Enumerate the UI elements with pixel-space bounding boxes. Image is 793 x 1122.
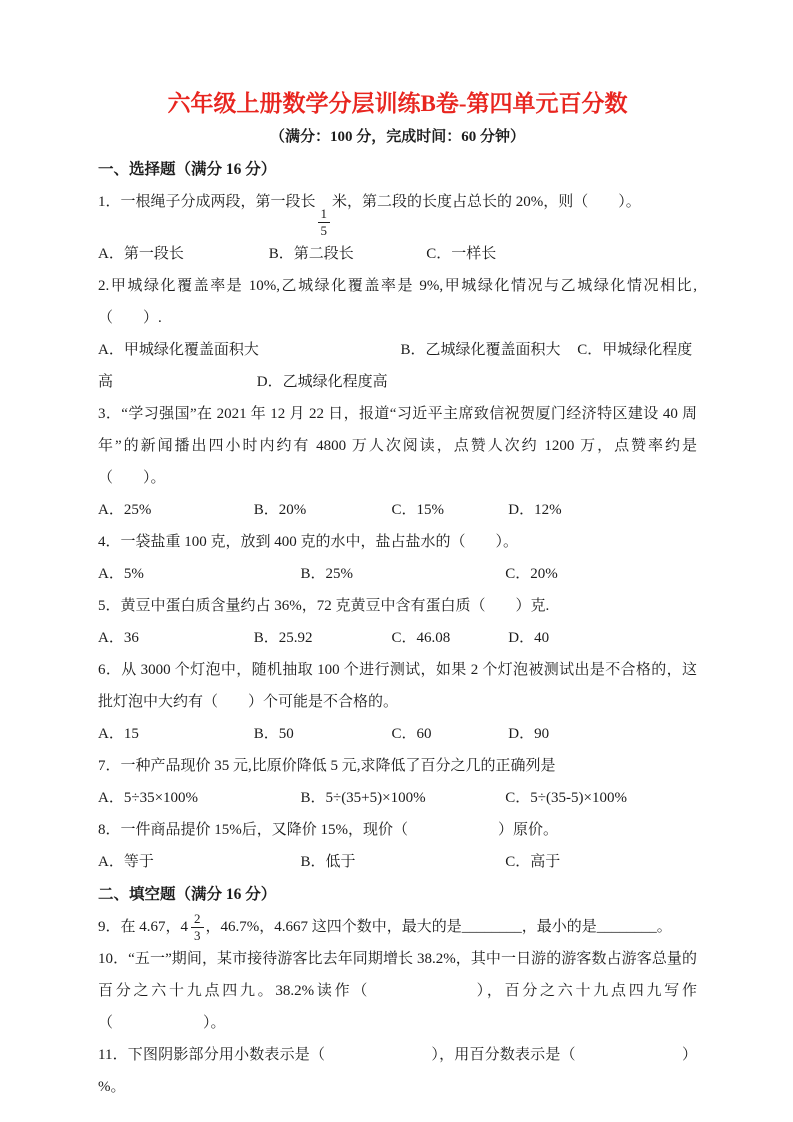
option-b: B．20% bbox=[253, 502, 307, 519]
question-1-options bbox=[98, 238, 697, 270]
option-a: A．等于 bbox=[98, 854, 154, 871]
option-c: C．甲城绿化程度 bbox=[577, 342, 693, 359]
option-b: B．25% bbox=[300, 566, 353, 583]
option-b: B．第二段长 bbox=[268, 246, 354, 263]
option-c: C．60 bbox=[391, 726, 432, 743]
option-b: B．25.92 bbox=[253, 630, 313, 647]
option-a: A．5÷35×100% bbox=[98, 790, 199, 807]
question-5-options bbox=[98, 622, 697, 654]
question-2-options-row2 bbox=[98, 366, 697, 398]
option-b: B．50 bbox=[253, 726, 294, 743]
doc-title: 六年级上册数学分层训练B卷-第四单元百分数 bbox=[167, 91, 628, 116]
question-8-options bbox=[98, 846, 697, 878]
option-c: C．5÷(35-5)×100% bbox=[505, 790, 627, 807]
option-a: A．第一段长 bbox=[98, 246, 184, 263]
question-5-text: 5．黄豆中蛋白质含量约占 36%，72 克黄豆中含有蛋白质（ ）克. bbox=[98, 598, 550, 615]
option-c: C．高于 bbox=[505, 854, 561, 871]
fraction-one-fifth: $\frac{1}{5}$ bbox=[318, 206, 331, 238]
option-b: B．低于 bbox=[300, 854, 356, 871]
option-d: D．乙城绿化程度高 bbox=[256, 374, 388, 391]
option-a: A．15 bbox=[98, 726, 139, 743]
option-c: C．46.08 bbox=[391, 630, 451, 647]
question-6-options bbox=[98, 718, 697, 750]
option-a: A．25% bbox=[98, 502, 152, 519]
question-7-text: 7．一种产品现价 35 元,比原价降低 5 元,求降低了百分之几的正确列是 bbox=[98, 758, 556, 775]
section-heading-choice: 一、选择题（满分 16 分） bbox=[98, 161, 277, 179]
option-d: D．12% bbox=[508, 502, 562, 519]
question-1-pre: 1．一根绳子分成两段，第一段长 bbox=[98, 194, 316, 211]
mixed-number-four-two-thirds: 4 $\frac{2}{3}$ bbox=[181, 911, 206, 943]
option-a: A．5% bbox=[98, 566, 144, 583]
question-9-text bbox=[98, 911, 697, 943]
question-7-options bbox=[98, 782, 697, 814]
question-4-text: 4．一袋盐重 100 克，放到 400 克的水中，盐占盐水的（ ）。 bbox=[98, 534, 519, 551]
doc-subtitle: （满分：100 分，完成时间：60 分钟） bbox=[269, 129, 525, 146]
option-c: C．15% bbox=[391, 502, 445, 519]
question-2-options-row1 bbox=[98, 334, 697, 366]
option-c: C．一样长 bbox=[426, 246, 497, 263]
question-9-post: ，46.7%，4.667 这四个数中，最大的是________，最小的是________。 bbox=[205, 919, 672, 936]
option-b: B．5÷(35+5)×100% bbox=[300, 790, 426, 807]
question-2-text: 2.甲城绿化覆盖率是 10%,乙城绿化覆盖率是 9%,甲城绿化情况与乙城绿化情况相比,（ ）. bbox=[98, 278, 697, 327]
option-d: D．40 bbox=[508, 630, 550, 647]
question-3-options bbox=[98, 494, 697, 526]
option-c-wrap: 高 bbox=[98, 374, 114, 391]
question-1-text bbox=[98, 186, 697, 238]
question-10-text: 10．“五一”期间，某市接待游客比去年同期增长 38.2%，其中一日游的游客数占游客总量的百分之六十九点四九。38.2%读作（ ），百分之六十九点四九写作（ ）。 bbox=[98, 951, 697, 1032]
option-b: B．乙城绿化覆盖面积大 bbox=[400, 342, 561, 359]
question-9-pre: 9．在 4.67， bbox=[98, 919, 181, 936]
question-3-text: 3．“学习强国”在 2021 年 12 月 22 日，报道“习近平主席致信祝贺厦门经济特区建设 40 周年”的新闻播出四小时内约有 4800 万人次阅读，点赞人次约 1200 万，点赞率约是（ ）。 bbox=[98, 406, 697, 487]
option-a: A．36 bbox=[98, 630, 139, 647]
question-6-text: 6．从 3000 个灯泡中，随机抽取 100 个进行测试，如果 2 个灯泡被测试出是不合格的，这批灯泡中大约有（ ）个可能是不合格的。 bbox=[98, 662, 697, 711]
question-8-text: 8．一件商品提价 15%后，又降价 15%，现价（ ）原价。 bbox=[98, 822, 558, 839]
option-c: C．20% bbox=[505, 566, 558, 583]
section-heading-fill: 二、填空题（满分 16 分） bbox=[98, 886, 277, 904]
option-d: D．90 bbox=[508, 726, 550, 743]
question-1-post: 米，第二段的长度占总长的 20%，则（ ）。 bbox=[332, 194, 641, 211]
question-11-text: 11．下图阴影部分用小数表示是（ ），用百分数表示是（ ）%。 bbox=[98, 1047, 697, 1096]
question-4-options bbox=[98, 558, 697, 590]
option-a: A．甲城绿化覆盖面积大 bbox=[98, 342, 259, 359]
